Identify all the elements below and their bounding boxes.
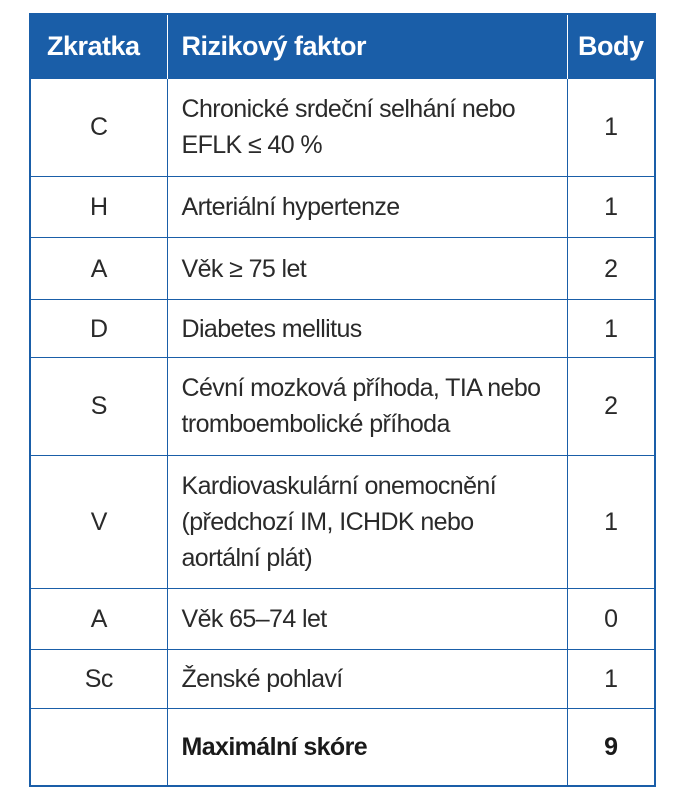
column-header-points: Body [567, 15, 654, 78]
table-row [31, 455, 654, 588]
total-row [31, 709, 654, 785]
table-row [31, 588, 654, 649]
abbreviation-cell: A [31, 588, 167, 649]
points-cell: 1 [567, 650, 654, 709]
risk-factor-cell: Ženské pohlaví [167, 650, 567, 709]
risk-factor-cell: Věk ≥ 75 let [167, 237, 567, 299]
abbreviation-cell: Sc [31, 650, 167, 709]
total-abbreviation-cell [31, 709, 167, 785]
risk-factor-cell: Diabetes mellitus [167, 300, 567, 358]
risk-factor-cell: Cévní mozková příhoda, TIA nebo tromboembolické příhoda [167, 358, 567, 455]
risk-score-table-frame [29, 13, 656, 787]
abbreviation-cell: C [31, 78, 167, 176]
risk-factor-cell: Chronické srdeční selhání nebo EFLK ≤ 40 % [167, 78, 567, 176]
risk-score-table [31, 15, 654, 785]
points-cell: 1 [567, 78, 654, 176]
points-cell: 0 [567, 588, 654, 649]
table-row [31, 237, 654, 299]
risk-factor-cell: Arteriální hypertenze [167, 176, 567, 237]
abbreviation-cell: H [31, 176, 167, 237]
risk-factor-cell: Kardiovaskulární onemocnění (předchozí IM, ICHDK nebo aortální plát) [167, 455, 567, 588]
table-row [31, 300, 654, 358]
risk-factor-cell: Věk 65–74 let [167, 588, 567, 649]
points-cell: 2 [567, 237, 654, 299]
column-header-risk-factor: Rizikový faktor [167, 15, 567, 78]
abbreviation-cell: S [31, 358, 167, 455]
total-label-cell: Maximální skóre [167, 709, 567, 785]
points-cell: 1 [567, 176, 654, 237]
abbreviation-cell: V [31, 455, 167, 588]
abbreviation-cell: A [31, 237, 167, 299]
table-header-row [31, 15, 654, 78]
points-cell: 2 [567, 358, 654, 455]
column-header-abbreviation: Zkratka [31, 15, 167, 78]
total-points-cell: 9 [567, 709, 654, 785]
table-row [31, 176, 654, 237]
table-row [31, 650, 654, 709]
table-row [31, 78, 654, 176]
points-cell: 1 [567, 455, 654, 588]
abbreviation-cell: D [31, 300, 167, 358]
points-cell: 1 [567, 300, 654, 358]
table-row [31, 358, 654, 455]
